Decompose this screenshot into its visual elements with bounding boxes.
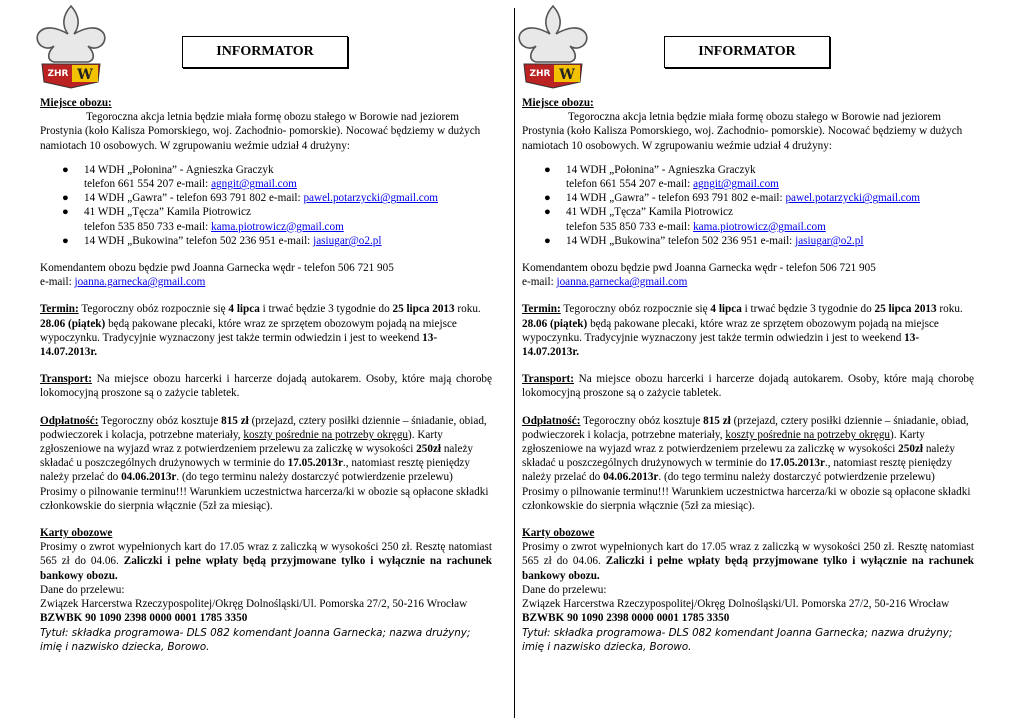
list-item: ● 14 WDH „Bukowina” telefon 502 236 951 e-mail: jasiugar@o2.pl [62, 234, 382, 247]
transfer-label: Dane do przelewu: [40, 583, 125, 596]
bank-account: BZWBK 90 1090 2398 0000 0001 1785 3350 [40, 612, 248, 625]
zhr-logo-icon [32, 2, 110, 90]
email-link[interactable]: jasiugar@o2.pl [795, 234, 864, 247]
transfer-title: Tytuł: składka programowa- DLS 082 komendant Joanna Garnecka; nazwa drużyny; imię i nazwisko dziecka, Borowo. [40, 626, 471, 653]
zhr-logo-icon [514, 2, 592, 90]
list-item: ● 14 WDH „Bukowina” telefon 502 236 951 e-mail: jasiugar@o2.pl [544, 234, 864, 247]
list-item: ● 14 WDH „Połonina” - Agnieszka Graczyk telefon 661 554 207 e-mail: agngit@gmail.com [62, 163, 297, 191]
team-list [40, 163, 492, 248]
cards-heading: Karty obozowe [40, 527, 113, 540]
informator-title: INFORMATOR [664, 36, 830, 68]
email-link[interactable]: kama.piotrowicz@gmail.com [211, 220, 344, 233]
email-link[interactable]: pawel.potarzycki@gmail.com [303, 192, 438, 205]
list-item: ● 14 WDH „Gawra” - telefon 693 791 802 e-mail: pawel.potarzycki@gmail.com [62, 192, 438, 205]
commander-text: Komendantem obozu będzie pwd Joanna Garnecka wędr - telefon 506 721 905 [40, 262, 394, 275]
page-divider [514, 8, 515, 718]
list-item: ● 41 WDH „Tęcza” Kamila Piotrowicz telefon 535 850 733 e-mail: kama.piotrowicz@gmail.com [544, 206, 826, 233]
svg-text:ZHR: ZHR [529, 69, 551, 79]
term-section: Termin: Tegoroczny obóz rozpocznie się 4 lipca i trwać będzie 3 tygodnie do 25 lipca 2013 roku. 28.06 (piątek) będą pakowane plecaki, które wraz ze sprzętem obozowym pojadą na miejsce wypoczynku. Tradycyjnie wyznaczony jest także termin odwiedzin i jest to weekend 13-14.07.2013r. [40, 303, 481, 359]
transfer-title: Tytuł: składka programowa- DLS 082 komendant Joanna Garnecka; nazwa drużyny; imię i nazwisko dziecka, Borowo. [522, 626, 953, 653]
informator-body: Miejsce obozu: Tegoroczna akcja letnia będzie miała formę obozu stałego w Borowie nad jeziorem Prostynia (koło Kalisza Pomorskiego, woj. Zachodnio- pomorskie). Nocować będziemy w dużych namiotach 10 osobowych. W zgrupowaniu weźmie udział 4 drużyny: ● 14 WDH „Połonina” - Agnieszka Graczyk telefon 661 554 207 e-mail: agngit@gmail.com ● 14 WDH „Gawra” - telefon 693 791 802 e-mail: pawel.potarzycki@gmail.com ● 41 WDH „Tęcza” Kamila Piotrowicz telefon 535 850 733 e-mail: kama.piotrowicz@gmail.com ● 14 WDH „Bukowina” telefon 502 236 951 e-mail: jasiugar@o2.pl Komendantem obozu będzie pwd Joanna Garnecka wędr - telefon 506 721 905 e-mail: joanna.garnecka@gmail.com Termin: Tegoroczny obóz rozpocznie się 4 lipca i trwać będzie 3 tygodnie do 25 lipca 2013 roku. 28.06 (piątek) będą pakowane plecaki, które wraz ze sprzętem obozowym pojadą na miejsce wypoczynku. Tradycyjnie wyznaczony jest także termin odwiedzin i jest to weekend 13-14.07.2013r. Transport: Na miejsce obozu harcerki i harcerze dojadą autokarem. Osoby, które mają chorobę lokomocyjną proszone są o zażycie tabletek. Odpłatność: Tegoroczny obóz kosztuje 815 zł (przejazd, cztery posiłki dziennie – śniadanie, obiad, podwieczorek i kolacja, potrzebne materiały, koszty pośrednie na potrzeby okręgu). Karty zgłoszeniowe na wyjazd wraz z potwierdzeniem przelewu za zaliczkę w wysokości 250zł należy składać u poszczególnych drużynowych w terminie do 17.05.2013r., natomiast resztę pieniędzy należy przelać do 04.06.2013r. (do tego terminu należy dostarczyć potwierdzenie przelewu) Prosimy o pilnowanie terminu!!! Warunkiem uczestnictwa harcerza/ki w obozie są opłacone składki członkowskie do sierpnia włącznie (5zł za miesiąc). Karty obozowe Prosimy o zwrot wypełnionych kart do 17.05 wraz z zaliczką w wysokości 250 zł. Resztę natomiast 565 zł do 04.06. Zaliczki i pełne wpłaty będą przyjmowane tylko i wyłącznie na rachunek bankowy obozu. Dane do przelewu: Związek Harcerstwa Rzeczypospolitej/Okręg Dolnośląski/Ul. Pomorska 27/2, 50-216 Wrocław BZWBK 90 1090 2398 0000 0001 1785 3350 Tytuł: składka programowa- DLS 082 komendant Joanna Garnecka; nazwa drużyny; imię i nazwisko dziecka, Borowo. [40, 97, 493, 653]
commander-text: Komendantem obozu będzie pwd Joanna Garnecka wędr - telefon 506 721 905 [522, 262, 876, 275]
informator-left [40, 0, 510, 725]
list-item: ● 14 WDH „Połonina” - Agnieszka Graczyk telefon 661 554 207 e-mail: agngit@gmail.com [544, 163, 779, 191]
cards-text: Prosimy o zwrot wypełnionych kart do 17.05 wraz z zaliczką w wysokości 250 zł. Resztę natomiast 565 zł do 04.06. Zaliczki i pełne wpłaty będą przyjmowane tylko i wyłącznie na rachunek bankowy obozu. [522, 541, 975, 582]
email-link[interactable]: agngit@gmail.com [211, 178, 297, 191]
svg-text:W: W [559, 67, 575, 83]
list-item: ● 14 WDH „Gawra” - telefon 693 791 802 e-mail: pawel.potarzycki@gmail.com [544, 192, 920, 205]
cards-heading: Karty obozowe [522, 527, 595, 540]
transport-section: Transport: Na miejsce obozu harcerki i harcerze dojadą autokarem. Osoby, które mają chorobę lokomocyjną proszone są o zażycie tabletek. [40, 373, 492, 400]
informator-title: INFORMATOR [182, 36, 348, 68]
svg-text:W: W [77, 67, 93, 83]
fee-section: Odpłatność: Tegoroczny obóz kosztuje 815 zł (przejazd, cztery posiłki dziennie – śniadanie, obiad, podwieczorek i kolacja, potrzebne materiały, koszty pośrednie na potrzeby okręgu). Karty zgłoszeniowe na wyjazd wraz z potwierdzeniem przelewu za zaliczkę w wysokości 250zł należy składać u poszczególnych drużynowych w terminie do 17.05.2013r., natomiast resztę pieniędzy należy przelać do 04.06.2013r. (do tego terminu należy dostarczyć potwierdzenie przelewu) Prosimy o pilnowanie terminu!!! Warunkiem uczestnictwa harcerza/ki w obozie są opłacone składki członkowskie do sierpnia włącznie (5zł za miesiąc). [40, 414, 489, 512]
transport-section: Transport: Na miejsce obozu harcerki i harcerze dojadą autokarem. Osoby, które mają chorobę lokomocyjną proszone są o zażycie tabletek. [522, 373, 974, 400]
email-link[interactable]: kama.piotrowicz@gmail.com [693, 220, 826, 233]
place-text: Tegoroczna akcja letnia będzie miała formę obozu stałego w Borowie nad jeziorem Prostynia (koło Kalisza Pomorskiego, woj. Zachodnio- pomorskie). Nocować będziemy w dużych namiotach 10 osobowych. W zgrupowaniu weźmie udział 4 drużyny: [522, 111, 963, 152]
fee-section: Odpłatność: Tegoroczny obóz kosztuje 815 zł (przejazd, cztery posiłki dziennie – śniadanie, obiad, podwieczorek i kolacja, potrzebne materiały, koszty pośrednie na potrzeby okręgu). Karty zgłoszeniowe na wyjazd wraz z potwierdzeniem przelewu za zaliczkę w wysokości 250zł należy składać u poszczególnych drużynowych w terminie do 17.05.2013r., natomiast resztę pieniędzy należy przelać do 04.06.2013r. (do tego terminu należy dostarczyć potwierdzenie przelewu) Prosimy o pilnowanie terminu!!! Warunkiem uczestnictwa harcerza/ki w obozie są opłacone składki członkowskie do sierpnia włącznie (5zł za miesiąc). [522, 414, 971, 512]
transfer-address: Związek Harcerstwa Rzeczypospolitej/Okręg Dolnośląski/Ul. Pomorska 27/2, 50-216 Wrocław [40, 598, 468, 611]
transfer-label: Dane do przelewu: [522, 583, 607, 596]
term-section: Termin: Tegoroczny obóz rozpocznie się 4 lipca i trwać będzie 3 tygodnie do 25 lipca 2013 roku. 28.06 (piątek) będą pakowane plecaki, które wraz ze sprzętem obozowym pojadą na miejsce wypoczynku. Tradycyjnie wyznaczony jest także termin odwiedzin i jest to weekend 13-14.07.2013r. [522, 303, 963, 359]
email-link[interactable]: joanna.garnecka@gmail.com [556, 276, 688, 289]
place-heading: Miejsce obozu: [522, 97, 594, 109]
informator-right [522, 0, 992, 725]
place-text: Tegoroczna akcja letnia będzie miała formę obozu stałego w Borowie nad jeziorem Prostynia (koło Kalisza Pomorskiego, woj. Zachodnio- pomorskie). Nocować będziemy w dużych namiotach 10 osobowych. W zgrupowaniu weźmie udział 4 drużyny: [40, 111, 481, 152]
list-item: ● 41 WDH „Tęcza” Kamila Piotrowicz telefon 535 850 733 e-mail: kama.piotrowicz@gmail.com [62, 206, 344, 233]
place-heading: Miejsce obozu: [40, 97, 112, 109]
team-list [522, 163, 974, 248]
bank-account: BZWBK 90 1090 2398 0000 0001 1785 3350 [522, 612, 730, 625]
email-link[interactable]: joanna.garnecka@gmail.com [74, 276, 206, 289]
email-link[interactable]: pawel.potarzycki@gmail.com [785, 192, 920, 205]
svg-text:ZHR: ZHR [47, 69, 69, 79]
transfer-address: Związek Harcerstwa Rzeczypospolitej/Okręg Dolnośląski/Ul. Pomorska 27/2, 50-216 Wrocław [522, 598, 950, 611]
email-link[interactable]: agngit@gmail.com [693, 178, 779, 191]
informator-body: Miejsce obozu: Tegoroczna akcja letnia będzie miała formę obozu stałego w Borowie nad jeziorem Prostynia (koło Kalisza Pomorskiego, woj. Zachodnio- pomorskie). Nocować będziemy w dużych namiotach 10 osobowych. W zgrupowaniu weźmie udział 4 drużyny: ● 14 WDH „Połonina” - Agnieszka Graczyk telefon 661 554 207 e-mail: agngit@gmail.com ● 14 WDH „Gawra” - telefon 693 791 802 e-mail: pawel.potarzycki@gmail.com ● 41 WDH „Tęcza” Kamila Piotrowicz telefon 535 850 733 e-mail: kama.piotrowicz@gmail.com ● 14 WDH „Bukowina” telefon 502 236 951 e-mail: jasiugar@o2.pl Komendantem obozu będzie pwd Joanna Garnecka wędr - telefon 506 721 905 e-mail: joanna.garnecka@gmail.com Termin: Tegoroczny obóz rozpocznie się 4 lipca i trwać będzie 3 tygodnie do 25 lipca 2013 roku. 28.06 (piątek) będą pakowane plecaki, które wraz ze sprzętem obozowym pojadą na miejsce wypoczynku. Tradycyjnie wyznaczony jest także termin odwiedzin i jest to weekend 13-14.07.2013r. Transport: Na miejsce obozu harcerki i harcerze dojadą autokarem. Osoby, które mają chorobę lokomocyjną proszone są o zażycie tabletek. Odpłatność: Tegoroczny obóz kosztuje 815 zł (przejazd, cztery posiłki dziennie – śniadanie, obiad, podwieczorek i kolacja, potrzebne materiały, koszty pośrednie na potrzeby okręgu). Karty zgłoszeniowe na wyjazd wraz z potwierdzeniem przelewu za zaliczkę w wysokości 250zł należy składać u poszczególnych drużynowych w terminie do 17.05.2013r., natomiast resztę pieniędzy należy przelać do 04.06.2013r. (do tego terminu należy dostarczyć potwierdzenie przelewu) Prosimy o pilnowanie terminu!!! Warunkiem uczestnictwa harcerza/ki w obozie są opłacone składki członkowskie do sierpnia włącznie (5zł za miesiąc). Karty obozowe Prosimy o zwrot wypełnionych kart do 17.05 wraz z zaliczką w wysokości 250 zł. Resztę natomiast 565 zł do 04.06. Zaliczki i pełne wpłaty będą przyjmowane tylko i wyłącznie na rachunek bankowy obozu. Dane do przelewu: Związek Harcerstwa Rzeczypospolitej/Okręg Dolnośląski/Ul. Pomorska 27/2, 50-216 Wrocław BZWBK 90 1090 2398 0000 0001 1785 3350 Tytuł: składka programowa- DLS 082 komendant Joanna Garnecka; nazwa drużyny; imię i nazwisko dziecka, Borowo. [522, 97, 975, 653]
email-link[interactable]: jasiugar@o2.pl [313, 234, 382, 247]
cards-text: Prosimy o zwrot wypełnionych kart do 17.05 wraz z zaliczką w wysokości 250 zł. Resztę natomiast 565 zł do 04.06. Zaliczki i pełne wpłaty będą przyjmowane tylko i wyłącznie na rachunek bankowy obozu. [40, 541, 493, 582]
